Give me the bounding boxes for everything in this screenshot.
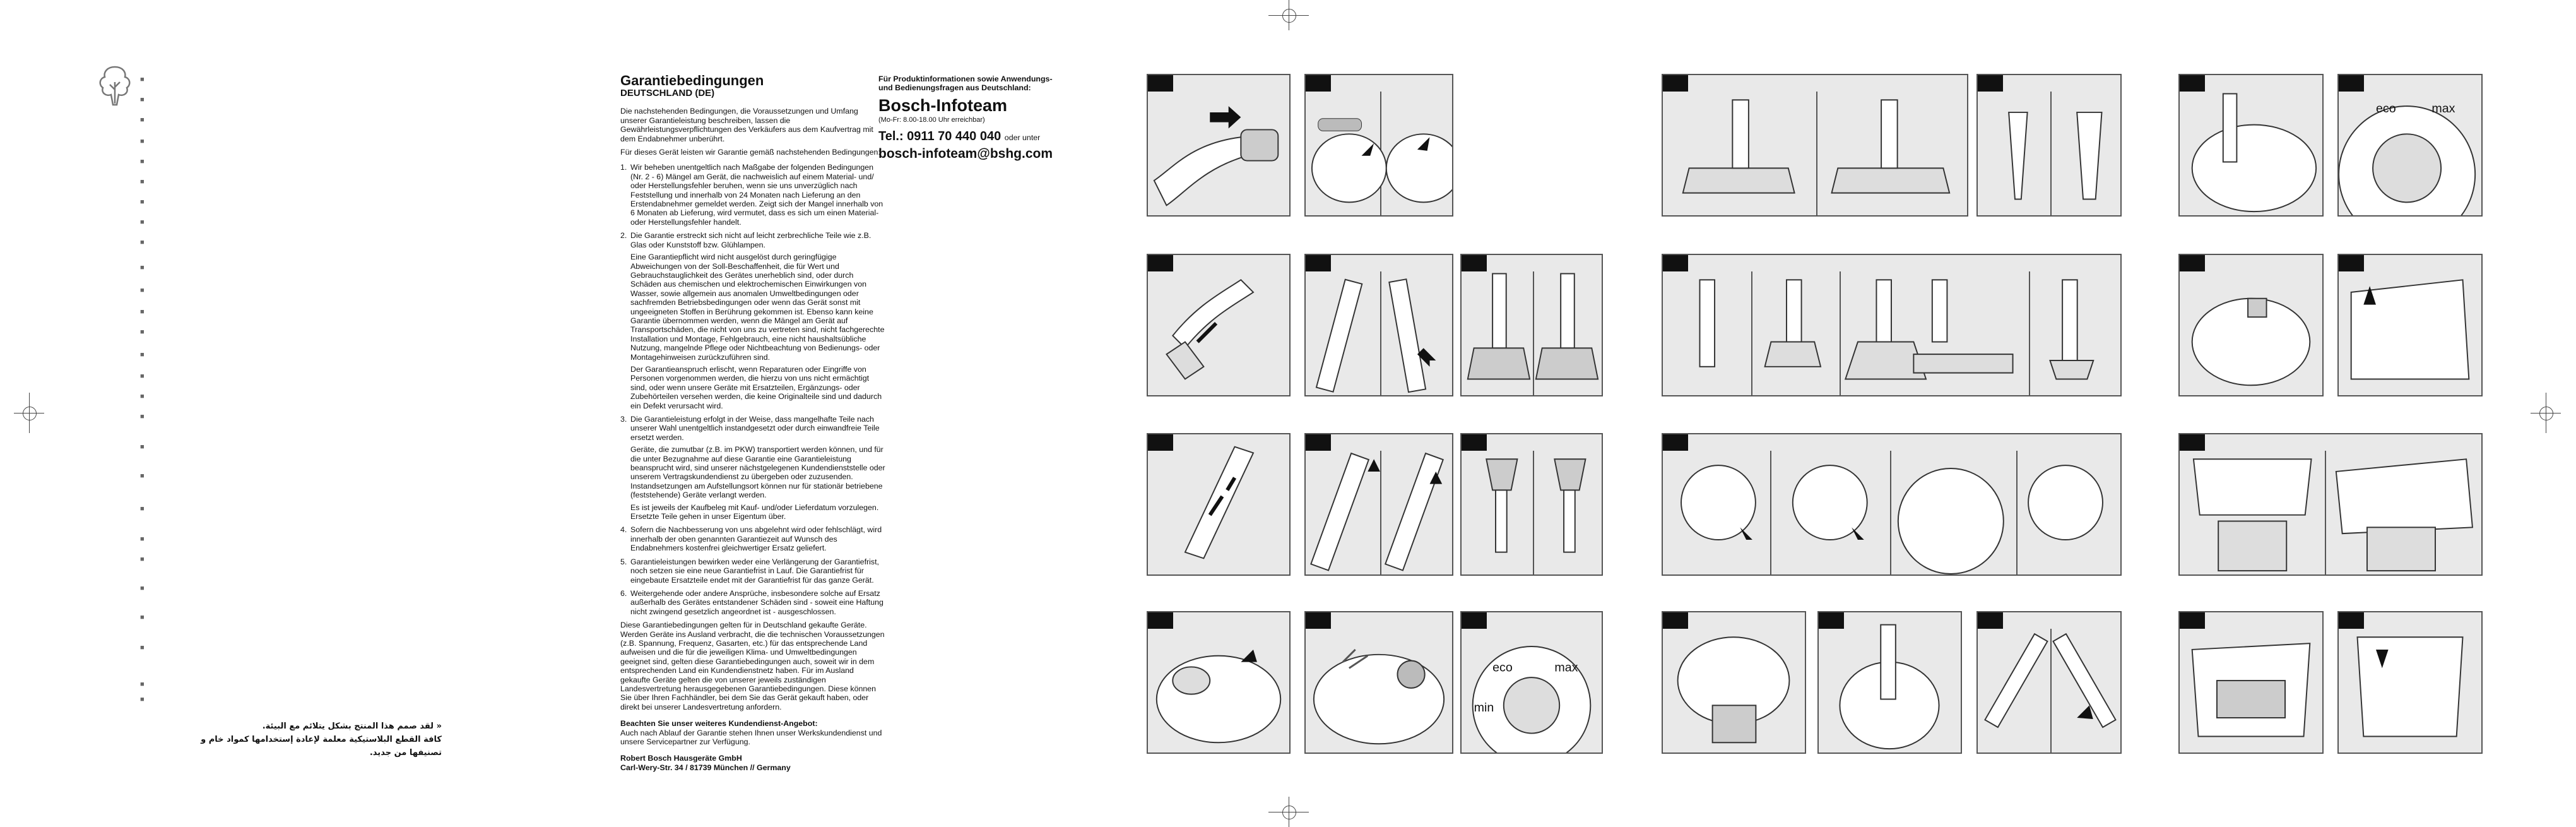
illustration-panel-switch-on bbox=[1304, 611, 1453, 754]
language-bullet: ■ bbox=[140, 614, 145, 621]
language-bullet: ■ bbox=[140, 218, 145, 226]
guarantee-subtitle: DEUTSCHLAND (DE) bbox=[620, 88, 715, 98]
language-bullet: ■ bbox=[140, 116, 145, 124]
illustration-panel-brush-tools bbox=[1460, 433, 1603, 576]
illustration-panel-park-position bbox=[1817, 611, 1962, 754]
language-bullet: ■ bbox=[140, 287, 145, 294]
language-bullet: ■ bbox=[140, 308, 145, 316]
guarantee-intro: Die nachstehenden Bedingungen, die Voraussetzungen und Umfang unserer Garantieleistung beschreiben, lassen die Gewährleistungsverpflichtungen des Verkäufers aus dem Kaufvertrag mit dem Endabnehmer unberührt. bbox=[620, 107, 873, 143]
language-bullet: ■ bbox=[140, 372, 145, 380]
illustration-panel-tube-1 bbox=[1147, 254, 1291, 396]
language-bullet: ■ bbox=[140, 198, 145, 206]
language-bullet: ■ bbox=[140, 505, 145, 513]
language-bullet: ■ bbox=[140, 239, 145, 246]
language-bullet: ■ bbox=[140, 413, 145, 420]
illustration-panel-lid-open bbox=[2178, 254, 2324, 396]
illustration-panel-bag-empty bbox=[2178, 433, 2483, 576]
company-name: Robert Bosch Hausgeräte GmbH bbox=[620, 754, 742, 763]
language-bullet: ■ bbox=[140, 443, 145, 451]
illustration-panel-dial-eco-max bbox=[2178, 74, 2324, 217]
registration-mark-right bbox=[2531, 393, 2561, 433]
language-bullet: ■ bbox=[140, 472, 145, 480]
language-bullet: ■ bbox=[140, 535, 145, 543]
condition-item: 2. Die Garantie erstreckt sich nicht auf leicht zerbrechliche Teile wie z.B. Glas oder Kunststoff bzw. Glühlampen. Eine Garantiepflicht wird nicht ausgelöst durch geringfügige Abweichungen von der Soll-Beschaffenheit, die für Wert und Gebrauchstauglichkeit des Gerätes unerheblich sind, oder durch Schäden aus chemischen und elektrochemischen Einwirkungen von Wasser, sowie allgemein aus anomalen Umweltbedingungen oder sachfremden Betriebsbedingungen oder wenn das Gerät sonst mit ungeeigneten Stoffen in Berührung gekommen ist. Ebenso kann keine Garantie übernommen werden, wenn die Mängel am Gerät auf Transportschäden, die nicht von uns zu vertreten sind, nicht fachgerechte Installation und Montage, Fehlgebrauch, eine nicht haushaltsübliche Nutzung, mangelnde Pflege oder Nichtbeachtung von Bedienungs- oder Montagehinweisen zurückzuführen sind. Der Garantieanspruch erlischt, wenn Reparaturen oder Eingriffe von Personen vorgenommen werden, die hierzu von uns nicht ermächtigt sind, oder wenn unsere Geräte mit Ersatzteilen, Ergänzungs- oder Zubehörteilen versehen werden, die keine Originalteile sind und dadurch ein Defekt verursacht wird. bbox=[620, 231, 885, 410]
guarantee-title: Garantiebedingungen bbox=[620, 73, 764, 88]
registration-mark-left bbox=[14, 393, 44, 433]
illustration-panel-floor-nozzle bbox=[1662, 74, 1968, 217]
condition-item: 5. Garantieleistungen bewirken weder eine Verlängerung der Garantiefrist, noch setzen sie eine neue Garantiefrist in Lauf. Die Garantiefrist für eingebaute Ersatzteile endet mit der Garantiefrist für das ganze Gerät. bbox=[620, 557, 879, 585]
illustration-panel-crevice-tool bbox=[1976, 74, 2122, 217]
condition-item: 1. Wir beheben unentgeltlich nach Maßgabe der folgenden Bedingungen (Nr. 2 - 6) Mängel am Gerät, die nachweislich auf einem Material- und/ oder Herstellungsfehler beruhen, wenn sie uns unverzüglich nach Feststellung und innerhalb von 24 Monaten nach Lieferung an den Erstendabnehmer gemeldet werden. Zeigt sich der Mangel innerhalb von 6 Monaten ab Lieferung, wird vermutet, dass es sich um einen Material- oder Herstellungsfehler handelt. bbox=[620, 163, 883, 227]
language-bullet: ■ bbox=[140, 681, 145, 688]
service-text: Auch nach Ablauf der Garantie stehen Ihnen unser Werkskundendienst und unsere Servicepartner zur Verfügung. bbox=[620, 728, 882, 746]
infoteam-email: bosch-infoteam@bshg.com bbox=[878, 146, 1053, 162]
illustration-panel-accessories bbox=[1662, 254, 2122, 396]
language-bullet: ■ bbox=[140, 696, 145, 703]
illustration-panel-cord-rewind bbox=[1147, 611, 1291, 754]
registration-mark-bottom bbox=[1268, 797, 1309, 827]
dial-label-max: max bbox=[1554, 660, 1578, 675]
tree-icon bbox=[95, 63, 135, 109]
illustration-panel-bumper bbox=[1662, 611, 1806, 754]
language-bullet: ■ bbox=[140, 556, 145, 563]
language-bullet: ■ bbox=[140, 158, 145, 165]
dial-label-eco: eco bbox=[1492, 660, 1513, 675]
language-bullet: ■ bbox=[140, 328, 145, 336]
language-bullet: ■ bbox=[140, 76, 145, 83]
guarantee-conditions-list bbox=[620, 163, 885, 616]
language-bullet: ■ bbox=[140, 178, 145, 186]
illustration-panel-tube-length bbox=[1304, 433, 1453, 576]
illustration-panel-filter-remove bbox=[2178, 611, 2324, 754]
dial-label-eco-2: eco bbox=[2375, 101, 2396, 116]
illustration-panel-bag-insert bbox=[1304, 74, 1453, 217]
infoteam-hours: (Mo-Fr: 8.00-18.00 Uhr erreichbar) bbox=[878, 116, 985, 124]
illustration-panel-lid-lift bbox=[2337, 254, 2483, 396]
infoteam-phone: Tel.: 0911 70 440 040 oder unter bbox=[878, 129, 1041, 144]
condition-item: 3. Die Garantieleistung erfolgt in der Weise, dass mangelhafte Teile nach unserer Wahl unentgeltlich instandgesetzt oder durch einwandfreie Teile ersetzt werden. Geräte, die zumutbar (z.B. im PKW) transportiert werden können, und für die unter Bezugnahme auf diese Garantie eine Garantieleistung beansprucht wird, sind unserer nächstgelegenen Kundendienststelle oder unserem Vertragskundendienst zu übergeben oder zuzusenden. Instandsetzungen am Aufstellungsort können nur für stationär betriebene (feststehende) Geräte verlangt werden. Es ist jeweils der Kaufbeleg mit Kauf- und/oder Lieferdatum vorzulegen. Ersetzte Teile gehen in unser Eigentum über. bbox=[620, 415, 885, 521]
language-bullet: ■ bbox=[140, 585, 145, 592]
illustration-panel-hose-connect bbox=[1147, 74, 1291, 217]
guarantee-intro-2: Für dieses Gerät leisten wir Garantie gemäß nachstehenden Bedingungen: bbox=[620, 148, 880, 157]
info-line-1: Für Produktinformationen sowie Anwendungs- bbox=[878, 74, 1053, 83]
company-address: Carl-Wery-Str. 34 / 81739 München // Germany bbox=[620, 763, 791, 772]
illustration-panel-power-dial bbox=[1460, 611, 1603, 754]
condition-item: 4. Sofern die Nachbesserung von uns abgelehnt wird oder fehlschlägt, wird innerhalb der oben genannten Garantiezeit auf Wunsch des Endabnehmers kostenfrei gleichwertiger Ersatz geliefert. bbox=[620, 525, 882, 553]
arabic-recycling-note: « لقد صمم هذا المنتج بشكل يتلائم مع البيئة. كافة القطع البلاستيكية معلمة لإعادة إستخدامها كمواد خام و تصنيفها من جديد. bbox=[201, 722, 442, 758]
illustration-panel-nozzle-attach bbox=[1460, 254, 1603, 396]
service-heading: Beachten Sie unser weiteres Kundendienst-Angebot: bbox=[620, 719, 818, 729]
guarantee-section bbox=[620, 73, 885, 772]
illustration-panel-tube-3 bbox=[1147, 433, 1291, 576]
language-bullet: ■ bbox=[140, 644, 145, 651]
language-bullet: ■ bbox=[140, 264, 145, 271]
info-line-2: und Bedienungsfragen aus Deutschland: bbox=[878, 83, 1031, 93]
illustration-panel-dial-setting bbox=[2337, 74, 2483, 217]
condition-item: 6. Weitergehende oder andere Ansprüche, insbesondere solche auf Ersatz außerhalb des Gerätes entstandener Schäden sind - soweit eine Haftung nicht zwingend gesetzlich angeordnet ist - ausgeschlossen. bbox=[620, 588, 883, 616]
guarantee-closing: Diese Garantiebedingungen gelten für in Deutschland gekaufte Geräte. Werden Geräte ins Ausland verbracht, die die technischen Voraussetzungen (z.B. Spannung, Frequenz, Gasarten, etc.) für das entsprechende Land aufweisen und die für die jeweiligen Klima- und Umweltbedingungen geeignet sind, gelten diese Garantiebedingungen auch, soweit wir in dem entsprechenden Land ein Kundendienstnetz haben. Für im Ausland gekaufte Geräte gelten die von unserer jeweils zuständigen Landesvertretung herausgegebenen Garantiebedingungen. Diese können Sie über Ihren Fachhändler, bei dem Sie das Gerät gekauft haben, oder direkt bei unserer Landesvertretung anfordern. bbox=[620, 621, 885, 711]
dial-label-min: min bbox=[1474, 701, 1494, 715]
illustration-panel-tube-2 bbox=[1304, 254, 1453, 396]
illustration-panel-storage bbox=[1976, 611, 2122, 754]
language-bullet: ■ bbox=[140, 351, 145, 359]
illustration-panel-filter-insert bbox=[2337, 611, 2483, 754]
language-bullet: ■ bbox=[140, 96, 145, 104]
language-bullet: ■ bbox=[140, 393, 145, 400]
dial-label-max-2: max bbox=[2431, 101, 2455, 116]
illustration-panel-filter-change bbox=[1662, 433, 2122, 576]
language-bullet: ■ bbox=[140, 138, 145, 145]
infoteam-block bbox=[878, 74, 1080, 162]
infoteam-brand: Bosch-Infoteam bbox=[878, 95, 1008, 115]
registration-mark-top bbox=[1268, 0, 1309, 30]
